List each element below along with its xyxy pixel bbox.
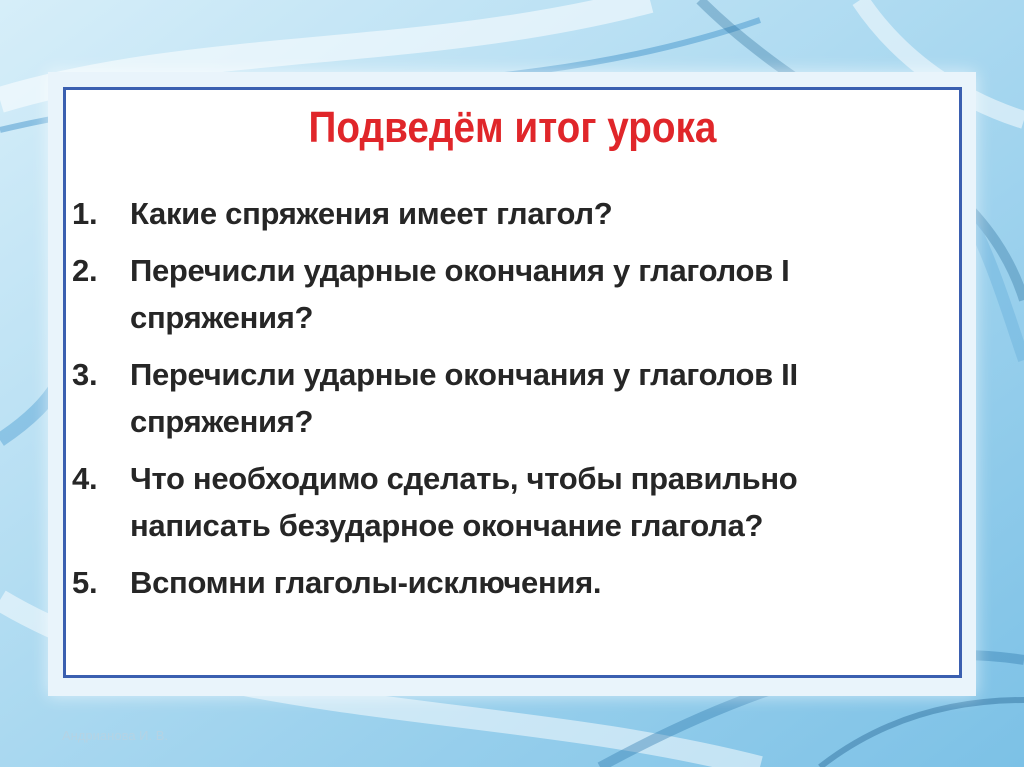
list-item-number: 4. (72, 461, 98, 496)
list-item-3 (72, 351, 932, 445)
list-item-4 (72, 455, 932, 549)
list-item-number: 1. (72, 196, 98, 231)
list-item-number: 2. (72, 253, 98, 288)
list-item-5 (72, 559, 932, 606)
question-list (72, 190, 932, 616)
list-item-text: Какие спряжения имеет глагол? (130, 196, 613, 231)
list-item-text: Вспомни глаголы-исключения. (130, 565, 602, 600)
list-item-text: Что необходимо сделать, чтобы правильно написать безударное окончание глагола? (130, 461, 798, 543)
author-footer: Андрианова И. В. (62, 728, 169, 743)
list-item-1 (72, 190, 932, 237)
list-item-text: Перечисли ударные окончания у глаголов I спряжения? (130, 253, 790, 335)
list-item-text: Перечисли ударные окончания у глаголов II спряжения? (130, 357, 798, 439)
list-item-number: 3. (72, 357, 98, 392)
list-item-2 (72, 247, 932, 341)
list-item-number: 5. (72, 565, 98, 600)
slide-title: Подведём итог урока (308, 103, 717, 152)
